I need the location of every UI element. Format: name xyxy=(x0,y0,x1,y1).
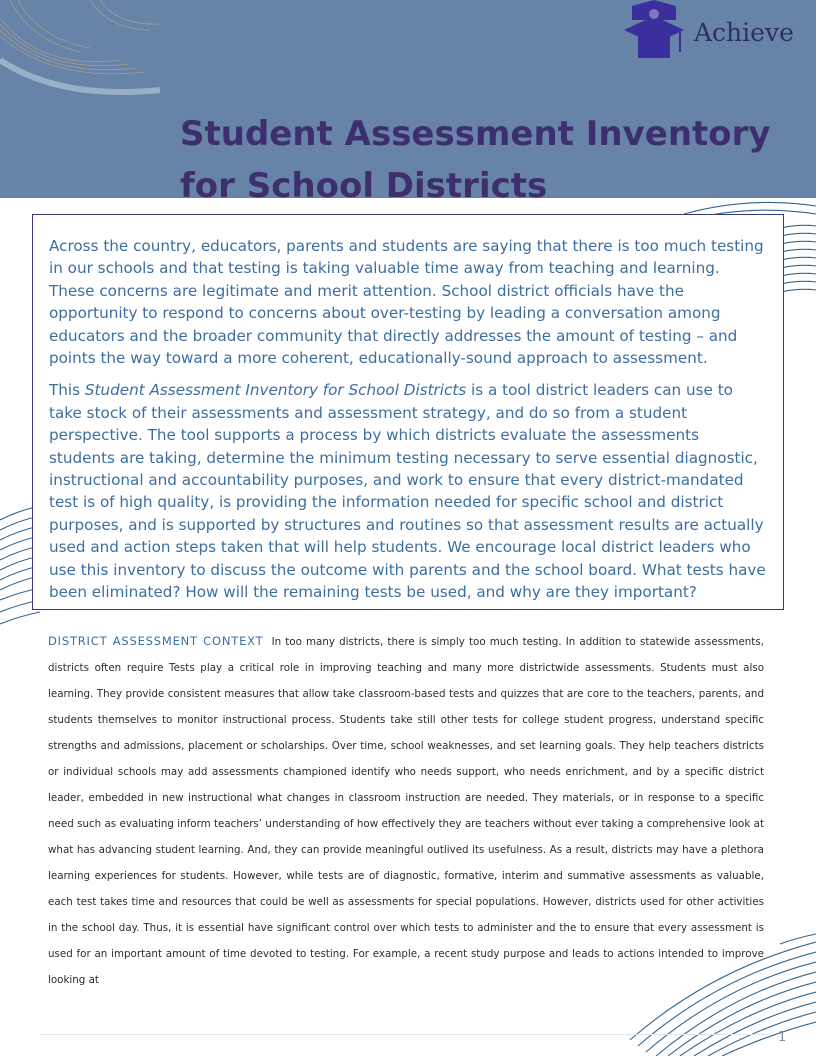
title-line-1: Student Assessment Inventory xyxy=(180,114,771,154)
graduation-cap-logo-icon xyxy=(622,0,686,62)
intro-paragraph-2-prefix: This xyxy=(49,381,85,400)
district-assessment-context xyxy=(48,628,764,993)
title-line-2: for School Districts xyxy=(180,166,548,206)
page-title xyxy=(180,108,780,212)
tool-name-italic: Student Assessment Inventory for School Districts xyxy=(84,381,467,400)
context-heading: DISTRICT ASSESSMENT CONTEXT xyxy=(48,634,264,648)
logo-text: Achieve xyxy=(694,18,794,47)
intro-paragraph-2 xyxy=(49,379,767,603)
intro-paragraph-1: Across the country, educators, parents and students are saying that there is too much testing in our schools and that testing is taking valuable time away from teaching and learning. These concerns are legitimate and merit attention. School district officials have the opportunity to respond to concerns about over-testing by leading a conversation among educators and the broader community that directly addresses the amount of testing – and points the way toward a more coherent, educationally-sound approach to assessment. xyxy=(49,237,764,368)
page-number: 1 xyxy=(778,1030,787,1045)
context-body: In too many districts, there is simply too much testing. In addition to statewide assessments, districts often require Tests play a critical role in improving teaching and many more districtwide assessments. Students must also learning. They provide consistent measures that allow take classroom-based tests and quizzes that are core to the teachers, parents, and students themselves to monitor instructional process. Students take still other tests for college student progress, understand specific strengths and admissions, placement or scholarships. Over time, school weaknesses, and set learning goals. They help teachers districts or individual schools may add assessments championed identify who needs support, who needs enrichment, and by a specific district leader, embedded in new instructional what changes in classroom instruction are needed. They materials, or in response to a specific need such as evaluating inform teachers’ understanding of how effectively they are teachers without ever taking a comprehensive look at what has advancing student learning. And, they can provide meaningful outlived its usefulness. As a result, districts may have a plethora learning experiences for students. However, while tests are of diagnostic, formative, interim and summative assessments as valuable, each test takes time and resources that could be well as assessments for special populations. However, districts used for other activities in the school day. Thus, it is essential have significant control over which tests to administer and the to ensure that every assessment is used for an important amount of time devoted to testing. For example, a recent study purpose and leads to actions intended to improve looking at xyxy=(48,636,764,986)
footer-divider xyxy=(40,1034,770,1035)
intro-paragraph-2-rest: is a tool district leaders can use to take stock of their assessments and assessment strategy, and do so from a student perspective. The tool supports a process by which districts evaluate the assessments students are taking, determine the minimum testing necessary to serve essential diagnostic, instructional and accountability purposes, and work to ensure that every district-mandated test is of high quality, is providing the information needed for specific school and district purposes, and is supported by structures and routines so that assessment results are actually used and action steps taken that will help students. We encourage local district leaders who use this inventory to discuss the outcome with parents and the school board. What tests have been eliminated? How will the remaining tests be used, and why are they important? xyxy=(49,381,766,602)
intro-box xyxy=(32,214,784,610)
